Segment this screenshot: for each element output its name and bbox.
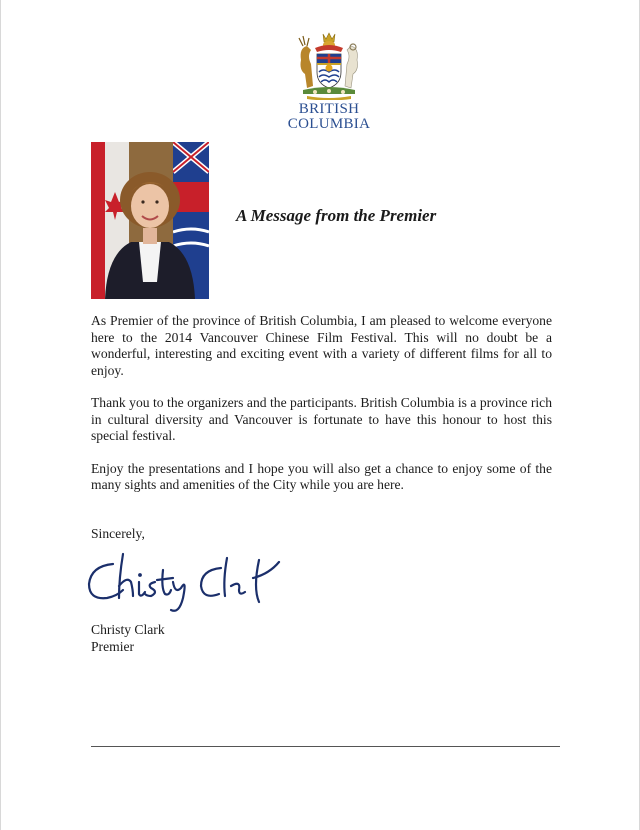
bc-coat-of-arms-icon xyxy=(293,30,365,100)
footer-divider xyxy=(91,746,560,747)
letter-body xyxy=(91,313,552,510)
signer-name: Christy Clark xyxy=(91,622,165,637)
page-title: A Message from the Premier xyxy=(236,206,437,225)
paragraph-2: Thank you to the organizers and the participants. British Columbia is a province rich in cultural diversity and Vancouver is fortunate to have this honour to host this special festival. xyxy=(91,395,552,443)
province-wordmark xyxy=(271,102,387,132)
paragraph-1: As Premier of the province of British Columbia, I am pleased to welcome everyone here to the 2014 Vancouver Chinese Film Festival. This will no doubt be a wonderful, interesting and exciting event with a variety of different films for all to enjoy. xyxy=(91,313,552,378)
wordmark-line1: BRITISH xyxy=(298,101,360,117)
handwritten-signature xyxy=(83,548,288,614)
premier-portrait xyxy=(91,142,209,299)
signer-title: Premier xyxy=(91,639,135,654)
closing-salutation: Sincerely, xyxy=(91,526,145,541)
paragraph-3: Enjoy the presentations and I hope you will also get a chance to enjoy some of the many sights and amenities of the City while you are here. xyxy=(91,460,552,492)
wordmark-line2: COLUMBIA xyxy=(287,116,371,132)
